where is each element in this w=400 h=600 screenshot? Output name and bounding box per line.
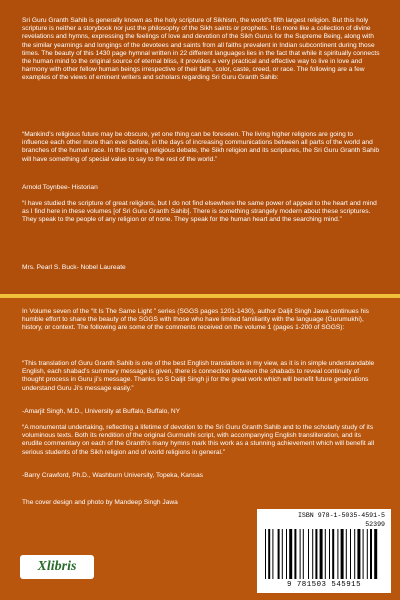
barcode-bar <box>265 529 266 579</box>
barcode-bar <box>286 529 287 579</box>
barcode-bar <box>363 529 364 579</box>
buck-attribution: Mrs. Pearl S. Buck- Nobel Laureate <box>22 264 126 271</box>
toynbee-attribution: Arnold Toynbee- Historian <box>22 184 98 191</box>
barcode-bar <box>289 529 292 579</box>
barcode-bar <box>312 529 313 579</box>
barcode-bar <box>370 529 372 579</box>
barcode-bar <box>329 529 330 579</box>
barcode-bar <box>282 529 283 579</box>
toynbee-quote: “Mankind’s religious future may be obscure, yet one thing can be foreseen. The living higher religions are going to influence each other more than ever before, in the days of increasing communications between all parts of the world and branches of the human race. In this coming religious debate, the Sikh religion and its scriptures, the Sri Guru Granth Sahib will have something of special value to say to the rest of the world.” <box>22 131 379 163</box>
publisher-logo <box>20 555 94 579</box>
barcode-bar <box>341 529 344 579</box>
isbn-label: ISBN 978-1-5035-4591-5 <box>297 512 385 519</box>
crawford-attribution: -Barry Crawford, Ph.D., Washburn University, Topeka, Kansas <box>22 472 203 479</box>
barcode-bar <box>268 529 270 579</box>
barcode-bar <box>294 529 296 579</box>
barcode-bar <box>367 529 368 579</box>
barcode-bar <box>354 529 355 579</box>
barcode-bar <box>337 529 338 579</box>
barcode-image <box>263 529 385 579</box>
barcode-bar <box>303 529 304 579</box>
barcode-bar <box>357 529 360 579</box>
barcode-bar <box>374 529 377 579</box>
buck-quote: “I have studied the scripture of great religions, but I do not find elsewhere the same power of appeal to the heart and mind as I find here in these volumes [of Sri Guru Granth Sahib]. There is something strangely modern about these scriptures. They speak to the people of any religion or of none. They speak for the human heart and the searching mind.” <box>22 200 377 224</box>
barcode-bar <box>320 529 323 579</box>
intro-paragraph: Sri Guru Granth Sahib is generally known as the holy scripture of Sikhism, the world’s fifth largest religion. But this holy scripture is neither a storybook nor just the philosophy of the Sikh saints or prophets. It is more like a collection of divine revelations and hymns, expressing the feelings of love and devotion of the Sikh Gurus for the Supreme Being, along with the similar yearnings and longings of the devotees and saints from all faiths prevalent in Indian subcontinent during those times. The beauty of this 1430 page hymnal written in 22 different languages lies in the fact that while it spiritually connects the human mind to the original source of eternal bliss, it provides a very practical and effective way to live in love and harmony with other fellow human beings irrespective of their faith, color, caste, creed, or race. The following are a few examples of the views of eminent writers and scholars regarding Sri Guru Granth Sahib: <box>22 17 380 82</box>
crawford-quote: “A monumental undertaking, reflecting a lifetime of devotion to the Sri Guru Granth Sahib and to the scholarly study of its voluminous texts. Both its rendition of the original Gurmukhi script, with accompanying English transliteration, and its erudite commentary on each of the Granth’s many hymns mark this work as a stunning achievement which will benefit all serious students of the Sikh religion and of world religions in general.” <box>22 424 375 456</box>
singh-quote: “This translation of Guru Granth Sahib is one of the best English translations in my view, as it is in simple understandable English, each shabad’s summary message is given, there is connection between the shabads to reveal continuity of thought process in Guru ji’s message. Thanks to S Daljit Singh ji for the great work which will benefit future generations understand Guru Ji’s message easily.” <box>22 360 375 392</box>
barcode-bar <box>350 529 351 579</box>
barcode-bar <box>272 529 273 579</box>
publisher-name: Xlibris <box>37 559 77 574</box>
barcode-bar <box>300 529 301 579</box>
cover-credit: The cover design and photo by Mandeep Singh Jawa <box>22 499 178 506</box>
price-code: 52399 <box>365 521 385 528</box>
barcode-bar <box>332 529 334 579</box>
barcode-bar <box>308 529 309 579</box>
barcode-digits: 9 781503 545915 <box>286 581 362 589</box>
singh-attribution: -Amarjit Singh, M.D., University at Buffalo, Buffalo, NY <box>22 408 181 415</box>
volume-intro-paragraph: In Volume seven of the “It Is The Same Light ” series (SGGS pages 1201-1430), author Daljit Singh Jawa continues his humble effort to share the beauty of the SGGS with those who have limited familiarity with the language (Gurumukhi), history, or context. The following are some of the comments received on the volume 1 (pages 1-200 of SGGS): <box>22 308 369 332</box>
barcode-bar <box>325 529 326 579</box>
barcode-bar <box>278 529 280 579</box>
barcode-bar <box>315 529 317 579</box>
barcode-panel <box>257 509 391 593</box>
barcode-bar <box>346 529 347 579</box>
